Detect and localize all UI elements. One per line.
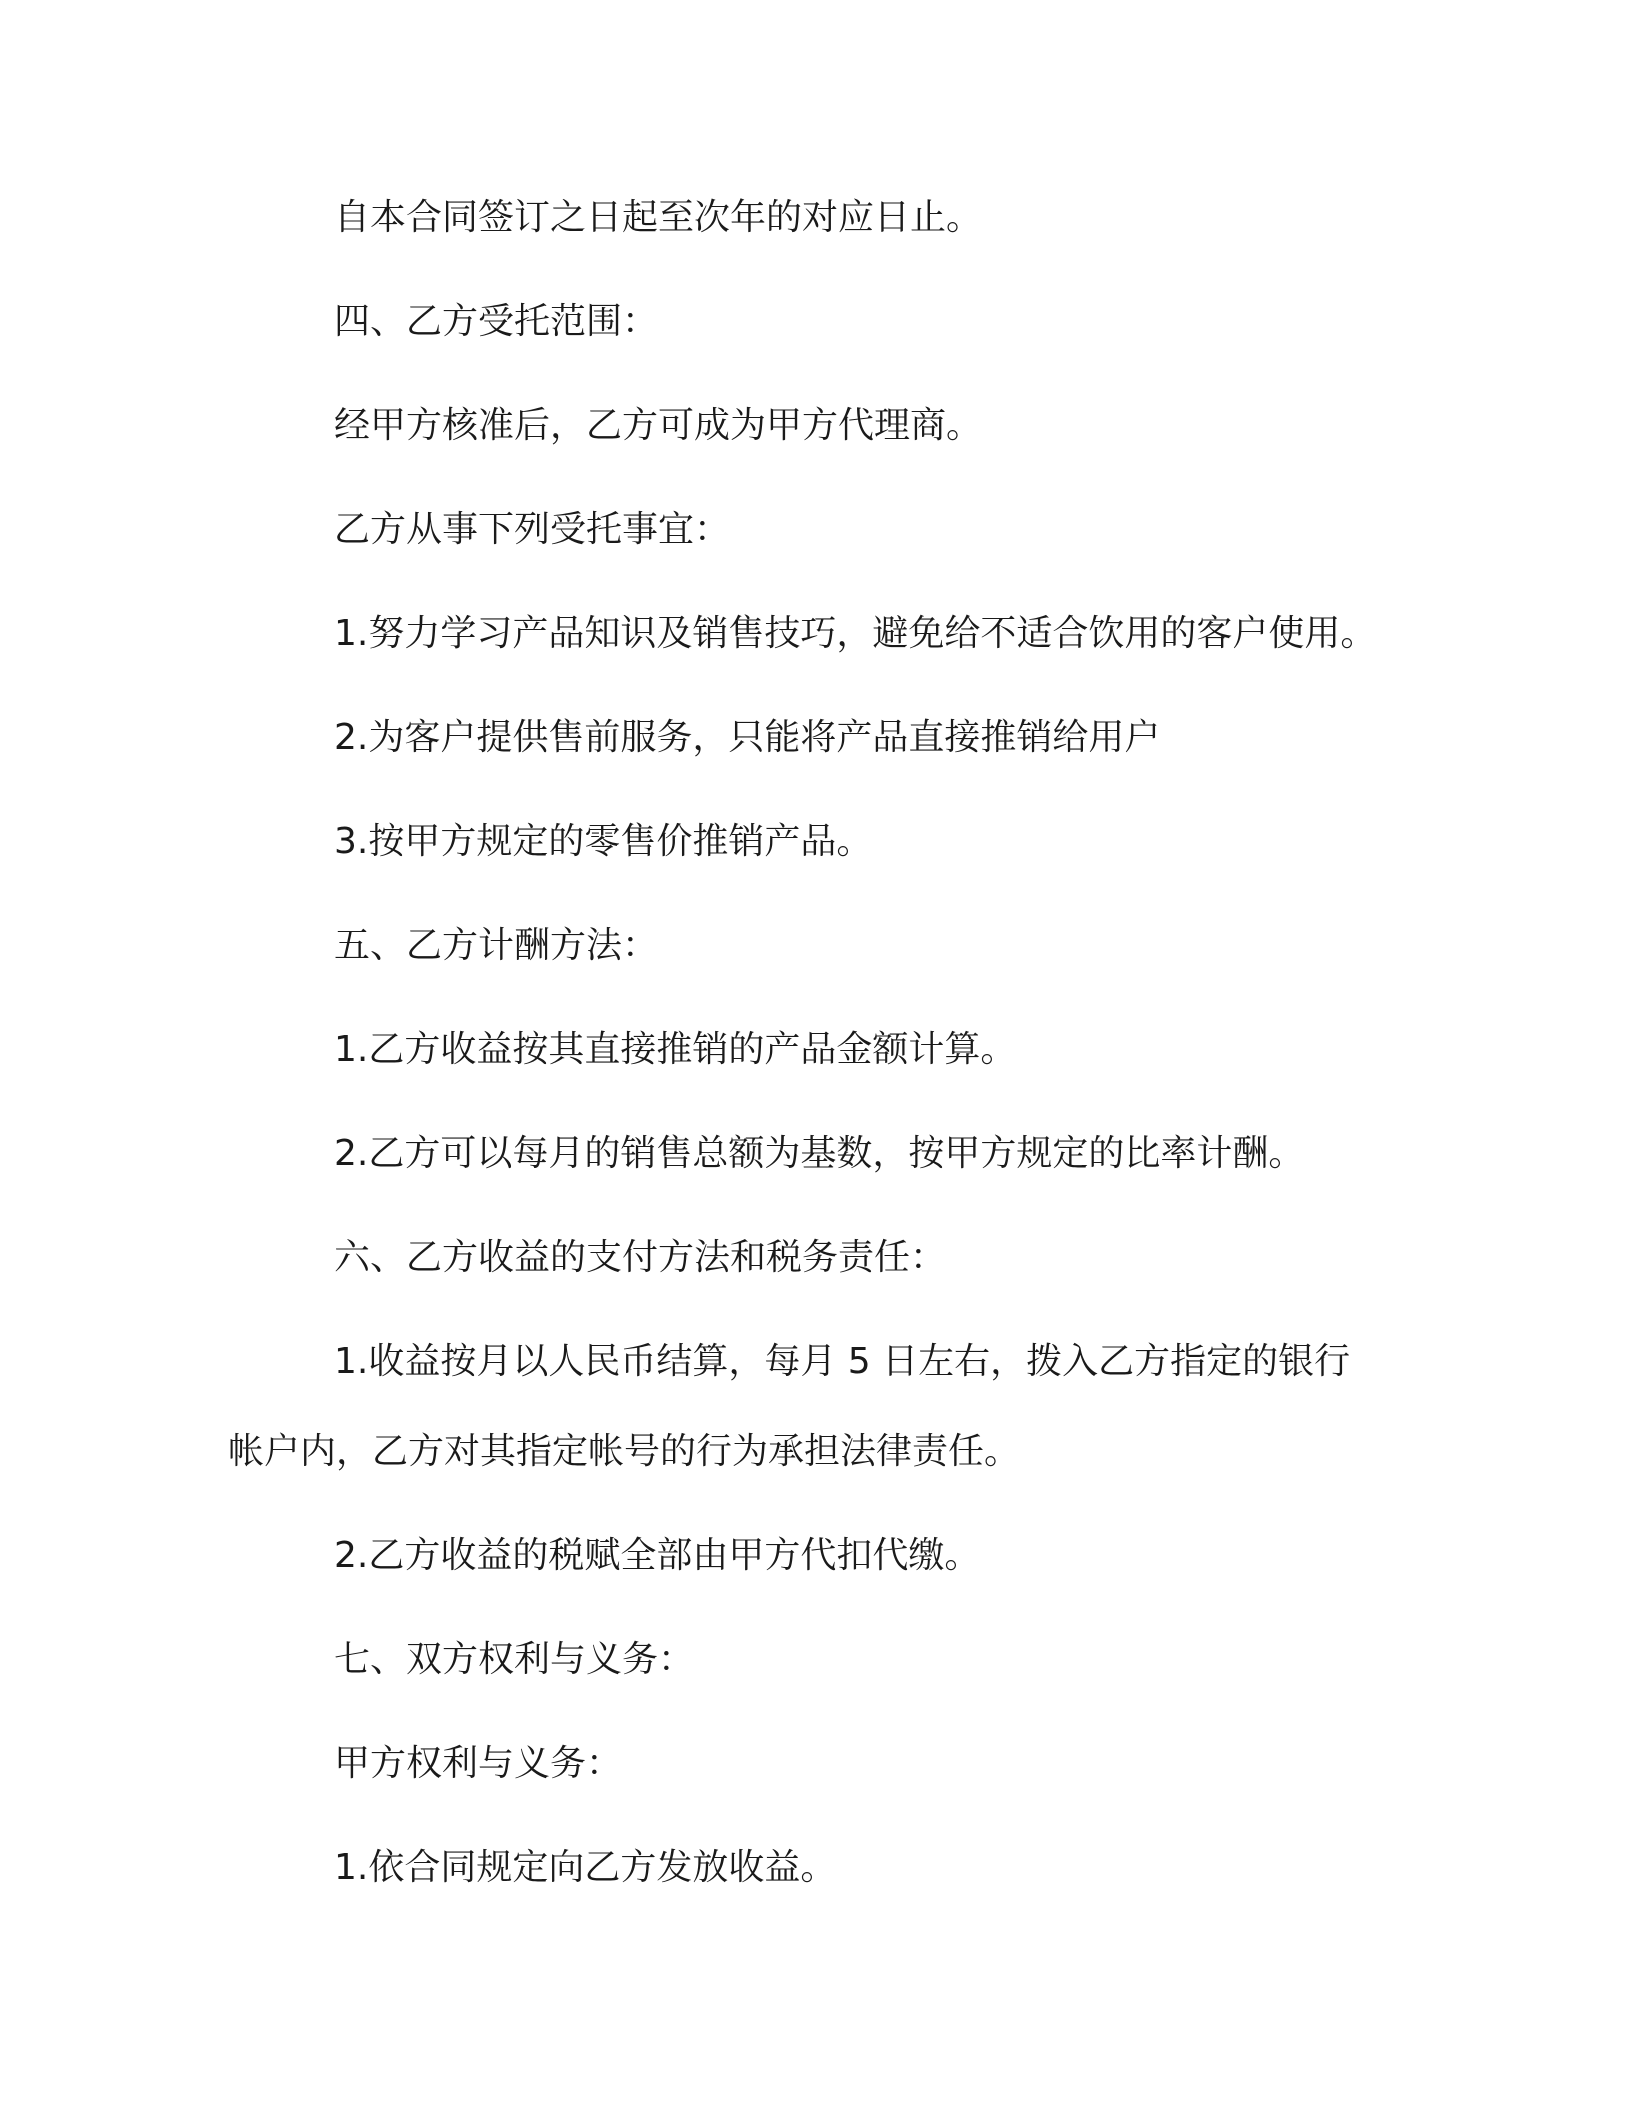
list-item: 1.收益按月以人民币结算，每月 5 日左右，拨入乙方指定的银行 [334, 1341, 1351, 1382]
list-item: 2.为客户提供售前服务，只能将产品直接推销给用户 [334, 717, 1161, 758]
paragraph-term: 自本合同签订之日起至次年的对应日止。 [334, 197, 983, 238]
heading-section-6: 六、乙方收益的支付方法和税务责任： [334, 1237, 947, 1278]
paragraph: 乙方从事下列受托事宜： [334, 509, 731, 550]
heading-section-4: 四、乙方受托范围： [334, 301, 659, 342]
list-item: 3.按甲方规定的零售价推销产品。 [334, 821, 873, 862]
list-item: 1.依合同规定向乙方发放收益。 [334, 1847, 837, 1888]
list-item: 2.乙方收益的税赋全部由甲方代扣代缴。 [334, 1535, 981, 1576]
list-item-continuation: 帐户内，乙方对其指定帐号的行为承担法律责任。 [228, 1431, 1021, 1472]
list-item: 2.乙方可以每月的销售总额为基数，按甲方规定的比率计酬。 [334, 1133, 1305, 1174]
heading-section-5: 五、乙方计酬方法： [334, 925, 659, 966]
heading-section-7: 七、双方权利与义务： [334, 1639, 695, 1680]
paragraph: 经甲方核准后，乙方可成为甲方代理商。 [334, 405, 983, 446]
subheading: 甲方权利与义务： [334, 1743, 623, 1784]
list-item: 1.努力学习产品知识及销售技巧，避免给不适合饮用的客户使用。 [334, 613, 1377, 654]
list-item: 1.乙方收益按其直接推销的产品金额计算。 [334, 1029, 1017, 1070]
